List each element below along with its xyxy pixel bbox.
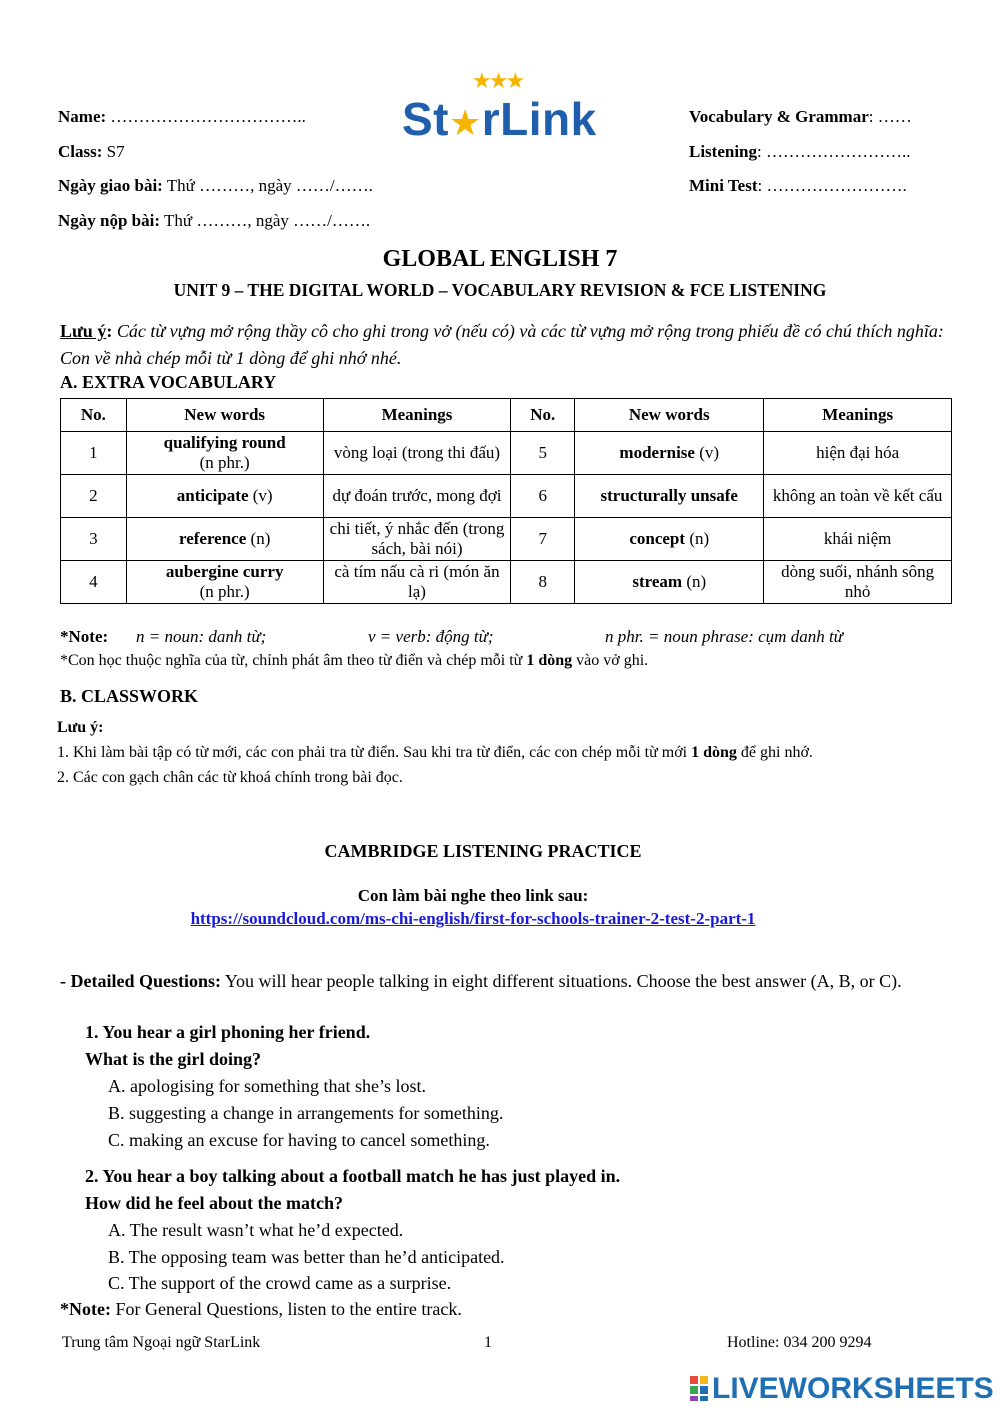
name-line: Name: …………………………….. bbox=[58, 107, 306, 126]
col-header-meanings: Meanings bbox=[323, 399, 511, 432]
vocab-table bbox=[60, 398, 952, 604]
vocab-word: anticipate (v) bbox=[126, 475, 323, 518]
detailed-questions-intro: - Detailed Questions: You will hear people talking in eight different situations. Choose the best answer (A, B, or C). bbox=[60, 971, 902, 991]
question-2-option-c[interactable]: C. The support of the crowd came as a surprise. bbox=[108, 1273, 452, 1293]
listening-score-line: Listening: …………………….. bbox=[689, 141, 911, 161]
table-header-row bbox=[61, 399, 952, 432]
question-1-prompt: 1. You hear a girl phoning her friend. bbox=[85, 1022, 371, 1042]
footer-page-number: 1 bbox=[484, 1334, 492, 1351]
minitest-score-line: Mini Test: ……………………. bbox=[689, 176, 907, 195]
question-2-option-b[interactable]: B. The opposing team was better than he’d anticipated. bbox=[108, 1247, 505, 1267]
col-header-new-words: New words bbox=[126, 399, 323, 432]
page-title: GLOBAL ENGLISH 7 bbox=[382, 246, 618, 272]
vocab-meaning: hiện đại hóa bbox=[764, 432, 952, 475]
footer-hotline: Hotline: 034 200 9294 bbox=[727, 1334, 872, 1351]
classwork-item-2: 2. Các con gạch chân các từ khoá chính trong bài đọc. bbox=[57, 769, 403, 786]
vocab-meaning: cà tím nấu cà ri (món ăn lạ) bbox=[323, 561, 511, 604]
soundcloud-link[interactable]: https://soundcloud.com/ms-chi-english/first-for-schools-trainer-2-test-2-part-1 bbox=[190, 909, 756, 928]
logo-wordmark: St★rLink bbox=[402, 93, 597, 145]
question-2-prompt: 2. You hear a boy talking about a football match he has just played in. bbox=[85, 1166, 621, 1186]
vocab-meaning: dòng suối, nhánh sông nhỏ bbox=[764, 561, 952, 604]
classwork-item-1: 1. Khi làm bài tập có từ mới, các con phải tra từ điển. Sau khi tra từ điển, các con chép mỗi từ mới 1 dòng để ghi nhớ. bbox=[57, 744, 813, 761]
assign-date-line: Ngày giao bài: Thứ ………, ngày ……/……. bbox=[58, 176, 373, 195]
name-value: …………………………….. bbox=[106, 107, 306, 126]
vocab-word: structurally unsafe bbox=[575, 475, 764, 518]
abbreviation-note: *Note: n = noun: danh từ; v = verb: động từ; n phr. = noun phrase: cụm danh từ bbox=[60, 627, 843, 646]
logo-star-icon: ★ bbox=[449, 102, 482, 143]
footer-center-name: Trung tâm Ngoại ngữ StarLink bbox=[62, 1334, 261, 1351]
watermark-text: LIVEWORKSHEETS bbox=[712, 1372, 994, 1405]
page-subtitle: UNIT 9 – THE DIGITAL WORLD – VOCABULARY REVISION & FCE LISTENING bbox=[173, 280, 827, 300]
classwork-note-label: Lưu ý: bbox=[57, 719, 104, 736]
question-1-option-b[interactable]: B. suggesting a change in arrangements for something. bbox=[108, 1103, 504, 1123]
vocab-word: concept (n) bbox=[575, 518, 764, 561]
section-b-heading: B. CLASSWORK bbox=[60, 686, 199, 706]
vocab-word: qualifying round (n phr.) bbox=[126, 432, 323, 475]
col-header-no: No. bbox=[61, 399, 127, 432]
vocab-word: aubergine curry (n phr.) bbox=[126, 561, 323, 604]
vocab-score-line: Vocabulary & Grammar: …… bbox=[689, 107, 912, 126]
study-note: *Con học thuộc nghĩa của từ, chỉnh phát âm theo từ điển và chép mỗi từ 1 dòng vào vở ghi. bbox=[60, 652, 649, 669]
section-a-heading: A. EXTRA VOCABULARY bbox=[60, 372, 277, 392]
table-row: 1 qualifying round (n phr.) vòng loại (trong thi đấu) 5 modernise (v) hiện đại hóa bbox=[61, 432, 952, 475]
class-line: Class: S7 bbox=[58, 141, 125, 161]
submit-date-line: Ngày nộp bài: Thứ ………, ngày ……/……. bbox=[58, 210, 371, 230]
question-1-option-c[interactable]: C. making an excuse for having to cancel something. bbox=[108, 1130, 490, 1150]
general-questions-note: *Note: For General Questions, listen to the entire track. bbox=[60, 1299, 462, 1319]
question-2-option-a[interactable]: A. The result wasn’t what he’d expected. bbox=[108, 1220, 404, 1240]
table-row: 3 reference (n) chi tiết, ý nhắc đến (trong sách, bài nói) 7 concept (n) khái niệm bbox=[61, 518, 952, 561]
logo-stars-icon: ★★★ bbox=[472, 68, 523, 93]
class-value: S7 bbox=[102, 141, 125, 161]
question-1-option-a[interactable]: A. apologising for something that she’s lost. bbox=[108, 1076, 426, 1096]
vocab-word: reference (n) bbox=[126, 518, 323, 561]
starlink-logo bbox=[396, 66, 636, 146]
col-header-meanings-2: Meanings bbox=[764, 399, 952, 432]
vocab-meaning: không an toàn về kết cấu bbox=[764, 475, 952, 518]
note-label: Lưu ý bbox=[60, 321, 107, 341]
header-student-info bbox=[58, 100, 373, 238]
liveworksheets-logo-icon bbox=[690, 1376, 710, 1402]
question-1-question: What is the girl doing? bbox=[85, 1049, 262, 1069]
note-text: Các từ vựng mở rộng thầy cô cho ghi trong vở (nếu có) và các từ vựng mở rộng trong phiếu đề có chú thích nghĩa: Con về nhà chép mỗi từ 1 dòng để ghi nhớ nhé. bbox=[60, 321, 944, 368]
link-label: Con làm bài nghe theo link sau: bbox=[357, 886, 589, 905]
table-row: 4 aubergine curry (n phr.) cà tím nấu cà ri (món ăn lạ) 8 stream (n) dòng suối, nhánh sông nhỏ bbox=[61, 561, 952, 604]
vocab-meaning: vòng loại (trong thi đấu) bbox=[323, 432, 511, 475]
liveworksheets-watermark bbox=[690, 1372, 994, 1408]
header-scores bbox=[689, 100, 912, 204]
table-row: 2 anticipate (v) dự đoán trước, mong đợi 6 structurally unsafe không an toàn về kết cấu bbox=[61, 475, 952, 518]
vocab-meaning: khái niệm bbox=[764, 518, 952, 561]
col-header-new-words-2: New words bbox=[575, 399, 764, 432]
vocab-meaning: dự đoán trước, mong đợi bbox=[323, 475, 511, 518]
listening-heading: CAMBRIDGE LISTENING PRACTICE bbox=[324, 841, 642, 861]
vocab-word: stream (n) bbox=[575, 561, 764, 604]
vocab-meaning: chi tiết, ý nhắc đến (trong sách, bài nói) bbox=[323, 518, 511, 561]
vocab-word: modernise (v) bbox=[575, 432, 764, 475]
col-header-no-2: No. bbox=[511, 399, 575, 432]
question-2-question: How did he feel about the match? bbox=[85, 1193, 343, 1213]
vocab-note: Lưu ý: Các từ vựng mở rộng thầy cô cho ghi trong vở (nếu có) và các từ vựng mở rộng trong phiếu đề có chú thích nghĩa: Con về nhà chép mỗi từ 1 dòng để ghi nhớ nhé. bbox=[60, 321, 944, 368]
